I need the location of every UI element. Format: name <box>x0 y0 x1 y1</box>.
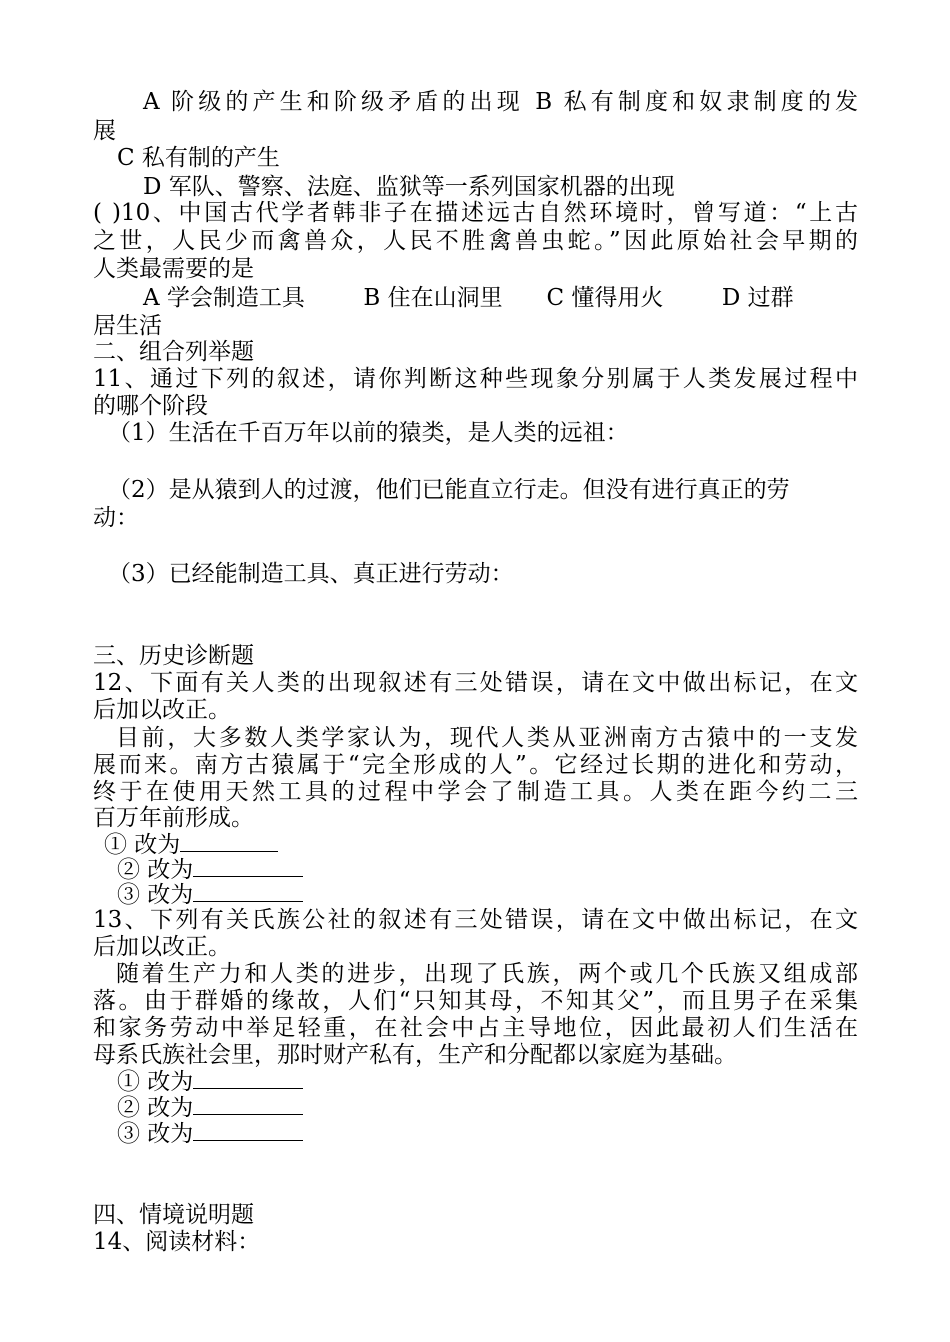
q11-item: （3）已经能制造工具、真正进行劳动： <box>108 561 514 587</box>
q9-option-c: C 私有制的产生 <box>117 145 280 171</box>
q10-options: A 学会制造工具 B 住在山洞里 C 懂得用火 D 过群 <box>143 285 794 311</box>
q12-passage-line: 展而来。南方古猿属于“完全形成的人”。它经过长期的进化和劳动， <box>93 752 858 778</box>
q11-item: （1）生活在千百万年以前的猿类，是人类的远祖： <box>108 420 629 446</box>
q11-stem-line: 11、通过下列的叙述，请你判断这种些现象分别属于人类发展过程中 <box>93 366 858 392</box>
q12-stem-line: 12、下面有关人类的出现叙述有三处错误，请在文中做出标记，在文 <box>93 670 858 696</box>
section-heading: 二、组合列举题 <box>93 339 254 365</box>
q11-stem-line: 的哪个阶段 <box>93 393 208 419</box>
q12-fix-2: ② 改为 <box>117 856 303 883</box>
q12-passage-line: 目前，大多数人类学家认为，现代人类从亚洲南方古猿中的一支发 <box>116 725 858 751</box>
q10-options-cont: 居生活 <box>93 313 162 339</box>
answer-blank[interactable] <box>193 881 303 902</box>
q9-option-line: A 阶级的产生和阶级矛盾的出现 B 私有制度和奴隶制度的发 <box>143 89 858 115</box>
q10-stem-line: 之世，人民少而禽兽众，人民不胜禽兽虫蛇。”因此原始社会早期的 <box>93 228 858 254</box>
q12-passage-line: 终于在使用天然工具的过程中学会了制造工具。人类在距今约二三 <box>93 779 858 805</box>
q12-fix-3: ③ 改为 <box>117 881 303 908</box>
q13-passage-line: 和家务劳动中举足轻重，在社会中占主导地位，因此最初人们生活在 <box>93 1015 858 1041</box>
answer-blank[interactable] <box>193 1120 303 1141</box>
q13-fix-1: ① 改为 <box>117 1068 303 1095</box>
answer-blank[interactable] <box>193 1094 303 1115</box>
answer-blank[interactable] <box>180 831 278 852</box>
answer-blank[interactable] <box>193 856 303 877</box>
section-heading: 三、历史诊断题 <box>93 643 254 669</box>
answer-blank[interactable] <box>193 1068 303 1089</box>
q9-option-d: D 军队、警察、法庭、监狱等一系列国家机器的出现 <box>143 174 675 200</box>
q9-option-line-cont: 展 <box>93 118 116 144</box>
q14-stem-line: 14、阅读材料： <box>93 1229 261 1255</box>
q12-stem-line: 后加以改正。 <box>93 697 231 723</box>
q10-stem-line: 人类最需要的是 <box>93 256 254 282</box>
q13-fix-3: ③ 改为 <box>117 1120 303 1147</box>
q13-passage-line: 母系氏族社会里，那时财产私有，生产和分配都以家庭为基础。 <box>93 1042 737 1068</box>
section-heading: 四、情境说明题 <box>93 1202 254 1228</box>
q12-passage-line: 百万年前形成。 <box>93 805 254 831</box>
q10-stem-line: ( )10、中国古代学者韩非子在描述远古自然环境时，曾写道：“上古 <box>93 200 858 226</box>
q13-stem-line: 13、下列有关氏族公社的叙述有三处错误，请在文中做出标记，在文 <box>93 907 858 933</box>
q13-fix-2: ② 改为 <box>117 1094 303 1121</box>
q13-passage-line: 随着生产力和人类的进步，出现了氏族，两个或几个氏族又组成部 <box>116 961 858 987</box>
q13-stem-line: 后加以改正。 <box>93 934 231 960</box>
q13-passage-line: 落。由于群婚的缘故，人们“只知其母，不知其父”，而且男子在采集 <box>93 988 858 1014</box>
q12-fix-1: ① 改为 <box>104 831 278 858</box>
q11-item-cont: 动： <box>93 505 139 531</box>
q11-item: （2）是从猿到人的过渡，他们已能直立行走。但没有进行真正的劳 <box>108 477 790 503</box>
